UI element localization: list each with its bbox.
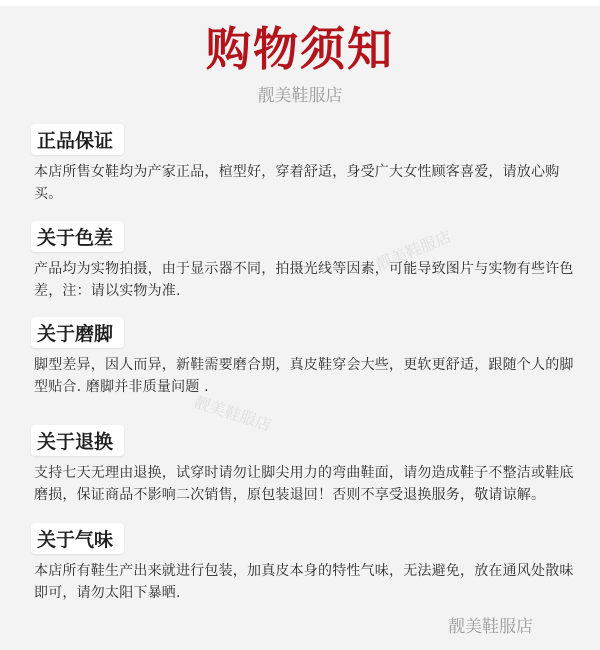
- section-heading: 正品保证: [31, 124, 124, 155]
- section-heading: 关于磨脚: [31, 317, 124, 348]
- section-body: 产品均为实物拍摄，由于显示器不同，拍摄光线等因素，可能导致图片与实物有些许色差，注：请以实物为准.: [34, 261, 574, 299]
- page-title: 购物须知: [205, 22, 395, 76]
- section-heading: 关于退换: [31, 425, 124, 456]
- top-border: [0, 0, 600, 6]
- section-heading: 关于色差: [31, 221, 124, 252]
- footer-store-name: 靓美鞋服店: [448, 617, 533, 637]
- section-heading: 关于气味: [31, 523, 124, 554]
- watermark: 靓美鞋服店: [191, 392, 274, 435]
- section-body: 本店所售女鞋均为产家正品，楦型好，穿着舒适，身受广大女性顾客喜爱，请放心购买。: [34, 164, 560, 202]
- store-name: 靓美鞋服店: [257, 86, 343, 106]
- section-body: 脚型差异，因人而异，新鞋需要磨合期，真皮鞋穿会大些，更软更舒适，跟随个人的脚型贴合. 磨脚并非质量问题 .: [34, 357, 574, 395]
- section-body: 支持七天无理由退换，试穿时请勿让脚尖用力的弯曲鞋面，请勿造成鞋子不整洁或鞋底磨损，保证商品不影响二次销售，原包装退回！否则不享受退换服务，敬请谅解。: [34, 465, 574, 503]
- watermark: 靓美鞋服店: [372, 226, 455, 275]
- section-body: 本店所有鞋生产出来就进行包装，加真皮本身的特性气味，无法避免，放在通风处散味即可，请勿太阳下暴晒.: [34, 563, 574, 601]
